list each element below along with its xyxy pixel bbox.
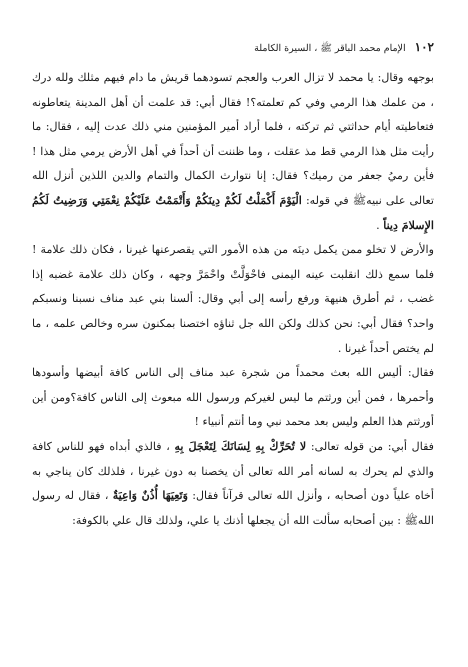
page-body: [32, 66, 434, 533]
paragraph-text: ، فالذي أبداه فهو للناس كافة والذي لم يحرك به لسانه أمر الله تعالى أن يخصنا به دون غيرنا ، فلذلك كان يناجي به أخاه علياً دون أصحابه ، وأنزل الله تعالى قرآناً فقال:: [32, 439, 434, 503]
body-paragraph: [32, 238, 434, 361]
body-paragraph: [32, 66, 434, 238]
page-number: ١٠٢: [414, 40, 434, 54]
page-header: [32, 40, 434, 56]
paragraph-text: فقال: أليس الله بعث محمداً من شجرة عبد مناف إلى الناس كافة أبيضها وأسودها وأحمرها ، فمن أين ورثتم ما ليس لغيركم ورسول الله مبعوث إلى الناس كافة؟ومن أين أورثتم هذا العلم وليس بعد محمد نبي وما أنتم أنبياء !: [32, 366, 434, 429]
running-title: الإمام محمد الباقر ﷺ ، السيرة الكاملة: [254, 43, 406, 54]
header-right: [254, 40, 434, 56]
paragraph-text: .: [376, 218, 384, 232]
paragraph-text: والأرض لا تخلو ممن يكمل دينَه من هذه الأمور التي يقصرعنها غيرنا ، فكان ذلك علامة ! فلما سمع ذلك انقلبت عينه اليمنى فاحْوَلَّتْ واحْمَرَّ وجهه ، وكان ذلك علامة غضبه إذا غضب ، ثم أطرق هنيهة ورفع رأسه إلى أبي وقال: ألسنا بني عبد مناف نسبنا ونسبكم واحد؟ فقال أبي: نحن كذلك ولكن الله جل ثناؤه اختصنا بمكنون سره وخالص علمه ، ما لم يختص أحداً غيرنا .: [32, 243, 434, 355]
body-paragraph: [32, 361, 434, 435]
paragraph-text: بوجهه وقال: يا محمد لا تزال العرب والعجم تسودهما قريش ما دام فيهم مثلك ولله درك ، من علمك هذا الرمي وفي كم تعلمته؟! فقال أبي: قد علمت أن أهل المدينة يتعاطونه فتعاطيته أيام حداثتي ثم تركته ، فلما أراد أمير المؤمنين مني ذلك عدت إليه ، فقال: ما رأيت مثل هذا الرمي قط مذ عقلت ، وما ظننت أن أحداً في أهل الأرض يرمي مثل هذا ! فأين رميُ جعفر من رميك؟ فقال: إنا نتوارث الكمال والتمام والدين اللذين أنزل الله تعالى على نبيهﷺ في قوله:: [32, 71, 434, 207]
quran-verse: لا تُحَرِّكْ بِهِ لِسَانَكَ لِتَعْجَلَ بِهِ: [174, 439, 307, 453]
body-paragraph: [32, 435, 434, 533]
quran-verse: وَتَعِيَهَا أُذُنٌ وَاعِيَةٌ: [112, 489, 189, 503]
paragraph-text: فقال أبي: من قوله تعالى:: [306, 439, 434, 453]
paragraph-text: ، فقال له رسول اللهﷺ : بين أصحابه سألت الله أن يجعلها أذنك يا علي، ولذلك قال علي بالكوفة:: [32, 489, 434, 527]
quran-verse: الْيَوْمَ أَكْمَلْتُ لَكُمْ دِينَكُمْ وَأَتْمَمْتُ عَلَيْكُمْ نِعْمَتِي وَرَضِيتُ لَكُمُ الإِسلامَ دِيناً: [32, 193, 434, 232]
